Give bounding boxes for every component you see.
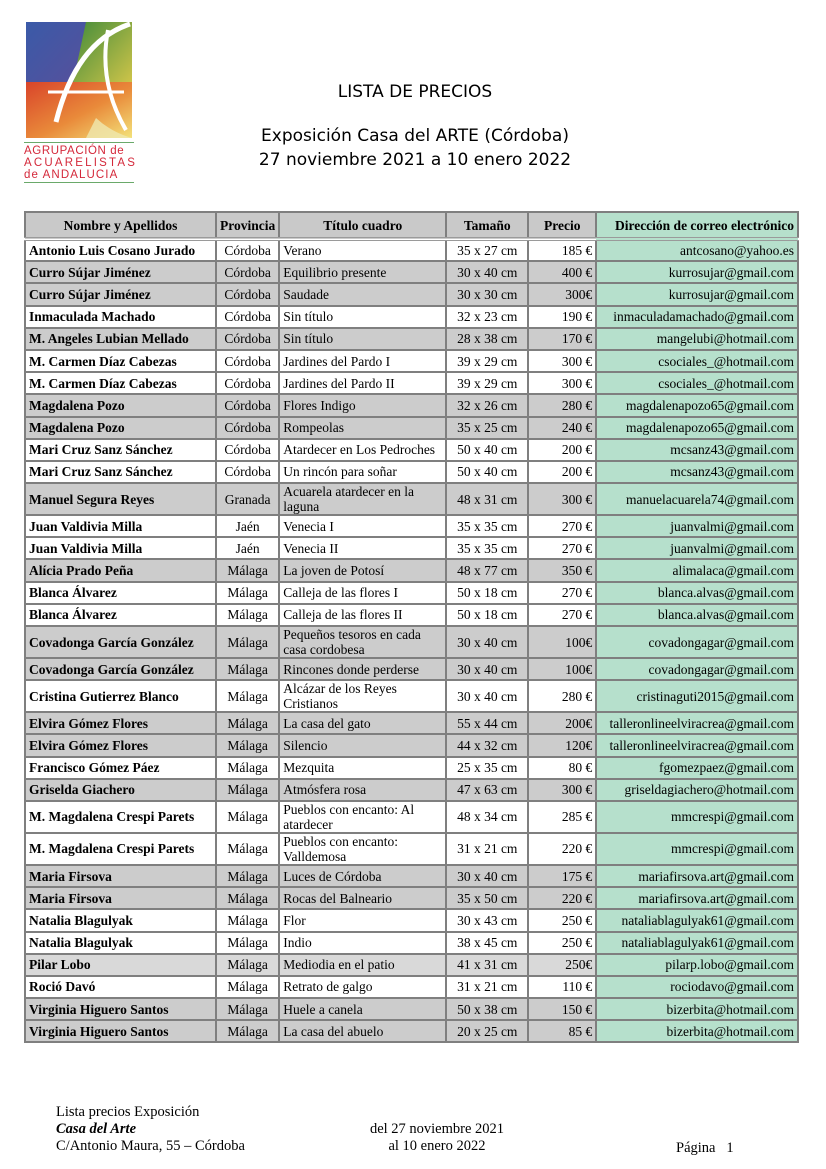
table-row (25, 658, 798, 680)
artist-name: Pilar Lobo (25, 954, 216, 976)
artist-name: Blanca Álvarez (25, 582, 216, 604)
province: Córdoba (216, 306, 279, 328)
table-row (25, 483, 798, 515)
artist-email: kurrosujar@gmail.com (596, 283, 798, 305)
artwork-price: 350 € (528, 559, 596, 581)
artist-email: alimalaca@gmail.com (596, 559, 798, 581)
province: Málaga (216, 779, 279, 801)
artist-email: antcosano@yahoo.es (596, 239, 798, 261)
footer-exhibition-info (56, 1104, 245, 1155)
artwork-title: Venecia I (279, 515, 446, 537)
artist-email: bizerbita@hotmail.com (596, 1020, 798, 1042)
exhibition-dates: 27 noviembre 2021 a 10 enero 2022 (258, 150, 572, 170)
artist-name: Mari Cruz Sanz Sánchez (25, 461, 216, 483)
artwork-size: 47 x 63 cm (446, 779, 528, 801)
artwork-price: 270 € (528, 604, 596, 626)
artwork-price: 270 € (528, 582, 596, 604)
artwork-size: 48 x 31 cm (446, 483, 528, 515)
artwork-price: 200 € (528, 461, 596, 483)
artwork-title: Equilibrio presente (279, 261, 446, 283)
artwork-price: 185 € (528, 239, 596, 261)
artwork-size: 30 x 40 cm (446, 680, 528, 712)
table-row (25, 461, 798, 483)
province: Málaga (216, 833, 279, 865)
artwork-size: 28 x 38 cm (446, 328, 528, 350)
artwork-size: 48 x 77 cm (446, 559, 528, 581)
province: Córdoba (216, 394, 279, 416)
logo-text (24, 142, 138, 183)
table-row (25, 887, 798, 909)
artwork-title: Saudade (279, 283, 446, 305)
artwork-size: 50 x 18 cm (446, 604, 528, 626)
artwork-price: 300 € (528, 779, 596, 801)
page-label: Página (676, 1140, 716, 1156)
artist-name: Cristina Gutierrez Blanco (25, 680, 216, 712)
artwork-price: 300 € (528, 372, 596, 394)
artist-name: Maria Firsova (25, 865, 216, 887)
artwork-title: Rincones donde perderse (279, 658, 446, 680)
artwork-size: 50 x 18 cm (446, 582, 528, 604)
artwork-size: 31 x 21 cm (446, 976, 528, 998)
artist-name: Mari Cruz Sanz Sánchez (25, 439, 216, 461)
artwork-title: Luces de Córdoba (279, 865, 446, 887)
province: Córdoba (216, 417, 279, 439)
table-row (25, 779, 798, 801)
artist-name: Virginia Higuero Santos (25, 1020, 216, 1042)
table-row (25, 998, 798, 1020)
artwork-size: 39 x 29 cm (446, 372, 528, 394)
artwork-title: La casa del gato (279, 712, 446, 734)
artist-name: Curro Sújar Jiménez (25, 283, 216, 305)
province: Córdoba (216, 461, 279, 483)
artwork-title: La joven de Potosí (279, 559, 446, 581)
table-row (25, 626, 798, 658)
artist-name: Magdalena Pozo (25, 394, 216, 416)
artwork-price: 200 € (528, 439, 596, 461)
artwork-price: 285 € (528, 801, 596, 833)
artist-email: blanca.alvas@gmail.com (596, 582, 798, 604)
province: Málaga (216, 976, 279, 998)
artwork-price: 240 € (528, 417, 596, 439)
artwork-size: 30 x 40 cm (446, 658, 528, 680)
artwork-price: 280 € (528, 680, 596, 712)
footer-page-number (676, 1140, 734, 1157)
artist-name: Covadonga García González (25, 658, 216, 680)
artwork-size: 38 x 45 cm (446, 932, 528, 954)
artwork-size: 35 x 35 cm (446, 515, 528, 537)
table-row (25, 328, 798, 350)
artwork-title: Pequeños tesoros en cada casa cordobesa (279, 626, 446, 658)
table-row (25, 306, 798, 328)
page-number: 1 (726, 1140, 734, 1156)
artwork-title: Flor (279, 909, 446, 931)
artwork-size: 50 x 40 cm (446, 439, 528, 461)
artwork-title: Acuarela atardecer en la laguna (279, 483, 446, 515)
artwork-title: Sin título (279, 306, 446, 328)
province: Jaén (216, 515, 279, 537)
artwork-price: 150 € (528, 998, 596, 1020)
artwork-price: 190 € (528, 306, 596, 328)
artwork-size: 35 x 27 cm (446, 239, 528, 261)
artwork-size: 32 x 26 cm (446, 394, 528, 416)
column-header-size: Tamaño (446, 212, 528, 239)
artwork-title: Pueblos con encanto: Valldemosa (279, 833, 446, 865)
artist-email: blanca.alvas@gmail.com (596, 604, 798, 626)
table-row (25, 954, 798, 976)
province: Málaga (216, 887, 279, 909)
province: Córdoba (216, 350, 279, 372)
column-header-province: Provincia (216, 212, 279, 239)
artwork-price: 200€ (528, 712, 596, 734)
artist-email: pilarp.lobo@gmail.com (596, 954, 798, 976)
artwork-title: Venecia II (279, 537, 446, 559)
province: Málaga (216, 954, 279, 976)
table-row (25, 239, 798, 261)
logo-line: ACUARELISTAS (24, 157, 138, 169)
artwork-price: 270 € (528, 537, 596, 559)
artwork-price: 400 € (528, 261, 596, 283)
table-row (25, 712, 798, 734)
artist-email: juanvalmi@gmail.com (596, 515, 798, 537)
artwork-title: Rocas del Balneario (279, 887, 446, 909)
artwork-size: 48 x 34 cm (446, 801, 528, 833)
artwork-price: 300€ (528, 283, 596, 305)
province: Málaga (216, 1020, 279, 1042)
artwork-title: Jardines del Pardo I (279, 350, 446, 372)
document-title: LISTA DE PRECIOS (337, 82, 493, 102)
artist-name: Maria Firsova (25, 887, 216, 909)
artist-email: mmcrespi@gmail.com (596, 833, 798, 865)
artist-email: juanvalmi@gmail.com (596, 537, 798, 559)
table-row (25, 283, 798, 305)
artwork-size: 50 x 40 cm (446, 461, 528, 483)
artist-name: Inmaculada Machado (25, 306, 216, 328)
artwork-size: 55 x 44 cm (446, 712, 528, 734)
province: Málaga (216, 559, 279, 581)
artist-email: csociales_@hotmail.com (596, 350, 798, 372)
artist-name: Magdalena Pozo (25, 417, 216, 439)
artwork-title: Flores Indigo (279, 394, 446, 416)
table-row (25, 372, 798, 394)
artist-email: mcsanz43@gmail.com (596, 439, 798, 461)
column-header-price: Precio (528, 212, 596, 239)
province: Córdoba (216, 372, 279, 394)
artist-email: mangelubi@hotmail.com (596, 328, 798, 350)
table-row (25, 909, 798, 931)
artist-email: mcsanz43@gmail.com (596, 461, 798, 483)
province: Córdoba (216, 261, 279, 283)
table-row (25, 537, 798, 559)
artwork-price: 250€ (528, 954, 596, 976)
artist-name: Curro Sújar Jiménez (25, 261, 216, 283)
table-row (25, 833, 798, 865)
artist-name: Francisco Gómez Páez (25, 757, 216, 779)
artist-name: M. Carmen Díaz Cabezas (25, 350, 216, 372)
artist-email: nataliablagulyak61@gmail.com (596, 932, 798, 954)
province: Málaga (216, 712, 279, 734)
artwork-size: 30 x 43 cm (446, 909, 528, 931)
artist-email: cristinaguti2015@gmail.com (596, 680, 798, 712)
artwork-size: 32 x 23 cm (446, 306, 528, 328)
artist-name: M. Magdalena Crespi Parets (25, 833, 216, 865)
table-row (25, 865, 798, 887)
province: Málaga (216, 757, 279, 779)
artist-email: fgomezpaez@gmail.com (596, 757, 798, 779)
artist-email: mmcrespi@gmail.com (596, 801, 798, 833)
artwork-title: Sin título (279, 328, 446, 350)
artwork-title: Huele a canela (279, 998, 446, 1020)
artist-name: Natalia Blagulyak (25, 909, 216, 931)
province: Málaga (216, 658, 279, 680)
column-header-title: Título cuadro (279, 212, 446, 239)
artwork-price: 300 € (528, 483, 596, 515)
footer-address: C/Antonio Maura, 55 – Córdoba (56, 1138, 245, 1154)
table-row (25, 582, 798, 604)
column-header-name: Nombre y Apellidos (25, 212, 216, 239)
price-table (24, 211, 799, 1043)
logo-watercolor-a-icon (26, 22, 132, 138)
artwork-title: Atardecer en Los Pedroches (279, 439, 446, 461)
artist-email: magdalenapozo65@gmail.com (596, 394, 798, 416)
artist-name: Roció Davó (25, 976, 216, 998)
artwork-title: Calleja de las flores I (279, 582, 446, 604)
province: Málaga (216, 909, 279, 931)
province: Málaga (216, 998, 279, 1020)
artwork-price: 80 € (528, 757, 596, 779)
province: Málaga (216, 801, 279, 833)
table-row (25, 515, 798, 537)
artist-email: covadongagar@gmail.com (596, 658, 798, 680)
artist-name: Covadonga García González (25, 626, 216, 658)
artwork-title: Calleja de las flores II (279, 604, 446, 626)
table-row (25, 976, 798, 998)
province: Málaga (216, 865, 279, 887)
footer-end-date: al 10 enero 2022 (388, 1138, 486, 1154)
artwork-size: 30 x 40 cm (446, 261, 528, 283)
artist-name: Virginia Higuero Santos (25, 998, 216, 1020)
artist-email: inmaculadamachado@gmail.com (596, 306, 798, 328)
artist-email: nataliablagulyak61@gmail.com (596, 909, 798, 931)
artist-name: Antonio Luis Cosano Jurado (25, 239, 216, 261)
province: Córdoba (216, 439, 279, 461)
artist-name: Blanca Álvarez (25, 604, 216, 626)
artwork-title: Rompeolas (279, 417, 446, 439)
artist-name: Griselda Giachero (25, 779, 216, 801)
footer-start-date: del 27 noviembre 2021 (369, 1121, 505, 1137)
association-logo (24, 22, 138, 186)
artist-name: M. Carmen Díaz Cabezas (25, 372, 216, 394)
artwork-size: 35 x 25 cm (446, 417, 528, 439)
artwork-size: 39 x 29 cm (446, 350, 528, 372)
table-row (25, 757, 798, 779)
artist-email: covadongagar@gmail.com (596, 626, 798, 658)
artist-name: Manuel Segura Reyes (25, 483, 216, 515)
artist-email: manuelacuarela74@gmail.com (596, 483, 798, 515)
artist-email: griseldagiachero@hotmail.com (596, 779, 798, 801)
artist-email: rociodavo@gmail.com (596, 976, 798, 998)
province: Málaga (216, 604, 279, 626)
artwork-price: 100€ (528, 626, 596, 658)
artwork-size: 25 x 35 cm (446, 757, 528, 779)
artwork-size: 20 x 25 cm (446, 1020, 528, 1042)
province: Jaén (216, 537, 279, 559)
province: Málaga (216, 626, 279, 658)
artwork-price: 250 € (528, 909, 596, 931)
province: Málaga (216, 932, 279, 954)
artwork-price: 220 € (528, 833, 596, 865)
artwork-price: 100€ (528, 658, 596, 680)
artist-name: Elvira Gómez Flores (25, 712, 216, 734)
province: Córdoba (216, 239, 279, 261)
table-row (25, 439, 798, 461)
table-row (25, 417, 798, 439)
artist-email: csociales_@hotmail.com (596, 372, 798, 394)
province: Córdoba (216, 328, 279, 350)
artwork-price: 270 € (528, 515, 596, 537)
artwork-title: Mezquita (279, 757, 446, 779)
artist-email: talleronlineelviracrea@gmail.com (596, 734, 798, 756)
artwork-title: Atmósfera rosa (279, 779, 446, 801)
artist-email: talleronlineelviracrea@gmail.com (596, 712, 798, 734)
artwork-title: Indio (279, 932, 446, 954)
province: Granada (216, 483, 279, 515)
artwork-title: Verano (279, 239, 446, 261)
artist-email: magdalenapozo65@gmail.com (596, 417, 798, 439)
artwork-price: 300 € (528, 350, 596, 372)
price-table-body (25, 239, 798, 1042)
footer-venue-name: Casa del Arte (56, 1121, 137, 1137)
artist-name: Juan Valdivia Milla (25, 515, 216, 537)
footer-list-label: Lista precios Exposición (56, 1104, 200, 1120)
artwork-price: 250 € (528, 932, 596, 954)
column-header-email: Dirección de correo electrónico (596, 212, 798, 239)
artwork-size: 35 x 35 cm (446, 537, 528, 559)
artwork-title: Un rincón para soñar (279, 461, 446, 483)
table-row (25, 559, 798, 581)
artwork-price: 120€ (528, 734, 596, 756)
artwork-price: 110 € (528, 976, 596, 998)
table-header-row (25, 212, 798, 239)
artwork-price: 280 € (528, 394, 596, 416)
artwork-size: 50 x 38 cm (446, 998, 528, 1020)
artwork-size: 31 x 21 cm (446, 833, 528, 865)
artist-email: mariafirsova.art@gmail.com (596, 887, 798, 909)
exhibition-name: Exposición Casa del ARTE (Córdoba) (261, 126, 569, 146)
artwork-title: Mediodia en el patio (279, 954, 446, 976)
artist-name: M. Angeles Lubian Mellado (25, 328, 216, 350)
table-row (25, 604, 798, 626)
artwork-price: 85 € (528, 1020, 596, 1042)
artwork-size: 35 x 50 cm (446, 887, 528, 909)
table-row (25, 1020, 798, 1042)
table-row (25, 734, 798, 756)
province: Málaga (216, 582, 279, 604)
footer-dates (352, 1121, 522, 1155)
artwork-title: Alcázar de los Reyes Cristianos (279, 680, 446, 712)
artwork-size: 41 x 31 cm (446, 954, 528, 976)
artwork-size: 30 x 40 cm (446, 865, 528, 887)
artwork-price: 220 € (528, 887, 596, 909)
artist-name: Alícia Prado Peña (25, 559, 216, 581)
artist-email: mariafirsova.art@gmail.com (596, 865, 798, 887)
table-row (25, 350, 798, 372)
province: Málaga (216, 734, 279, 756)
logo-line: AGRUPACIÓN de (24, 145, 125, 157)
artwork-size: 30 x 30 cm (446, 283, 528, 305)
artwork-title: La casa del abuelo (279, 1020, 446, 1042)
table-row (25, 801, 798, 833)
artwork-size: 30 x 40 cm (446, 626, 528, 658)
artwork-title: Retrato de galgo (279, 976, 446, 998)
artwork-title: Silencio (279, 734, 446, 756)
artist-email: kurrosujar@gmail.com (596, 261, 798, 283)
table-row (25, 680, 798, 712)
artist-email: bizerbita@hotmail.com (596, 998, 798, 1020)
artwork-title: Jardines del Pardo II (279, 372, 446, 394)
artwork-price: 175 € (528, 865, 596, 887)
province: Málaga (216, 680, 279, 712)
artwork-price: 170 € (528, 328, 596, 350)
artwork-title: Pueblos con encanto: Al atardecer (279, 801, 446, 833)
province: Córdoba (216, 283, 279, 305)
table-row (25, 932, 798, 954)
table-row (25, 394, 798, 416)
table-row (25, 261, 798, 283)
artist-name: Natalia Blagulyak (25, 932, 216, 954)
artwork-size: 44 x 32 cm (446, 734, 528, 756)
artist-name: M. Magdalena Crespi Parets (25, 801, 216, 833)
document-header (190, 80, 640, 172)
artist-name: Elvira Gómez Flores (25, 734, 216, 756)
artist-name: Juan Valdivia Milla (25, 537, 216, 559)
logo-line: de ANDALUCIA (24, 169, 119, 181)
